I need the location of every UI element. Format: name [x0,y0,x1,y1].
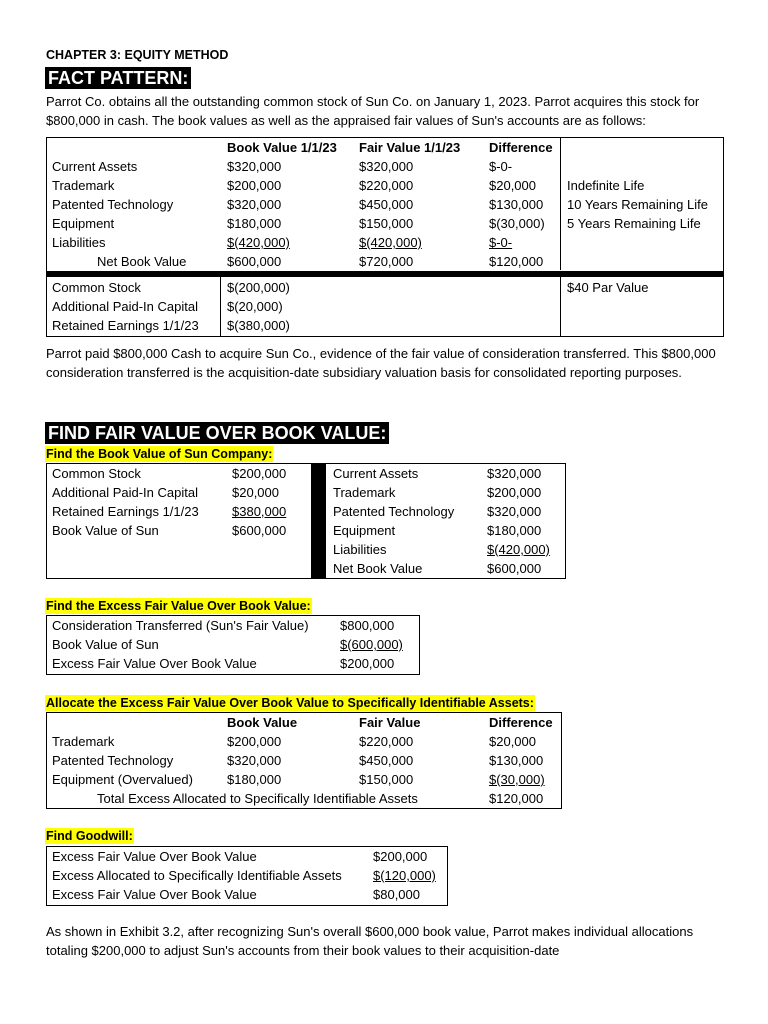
row-diff: $20,000 [489,178,536,193]
row-diff: $-0- [489,159,513,174]
excess-value: $(600,000) [340,637,403,652]
row-fair: $450,000 [359,197,414,212]
allocate-diff: $(30,000) [489,772,545,787]
bv-left-value: $380,000 [232,504,287,519]
row-note: 5 Years Remaining Life [567,216,701,231]
goodwill-label: Excess Fair Value Over Book Value [52,887,257,902]
allocate-header-book: Book Value [227,715,298,730]
bv-right-value: $320,000 [487,466,542,481]
goodwill-table [46,846,448,906]
bv-right-value: $180,000 [487,523,542,538]
row-label: Liabilities [52,235,106,250]
net-row-book: $600,000 [227,254,282,269]
bv-left-label: Book Value of Sun [52,523,159,538]
bv-right-label: Equipment [333,523,396,538]
book-value-table [46,463,566,579]
excess-value: $800,000 [340,618,395,633]
goodwill-label: Excess Allocated to Specifically Identifiable Assets [52,868,342,883]
goodwill-title: Find Goodwill: [46,829,133,843]
row-book: $320,000 [227,159,282,174]
row-label: Equipment [52,216,115,231]
row-book: $180,000 [227,216,282,231]
net-row-label: Net Book Value [97,254,187,269]
equity-value: $(20,000) [227,299,283,314]
equity-value: $(380,000) [227,318,290,333]
final-paragraph: As shown in Exhibit 3.2, after recognizing Sun's overall $600,000 book value, Parrot makes individual allocations totaling $200,000 to adjust Sun's accounts from their book values to their acquisition-date [46,924,694,958]
chapter-title: CHAPTER 3: EQUITY METHOD [46,48,229,62]
row-note: Indefinite Life [567,178,645,193]
goodwill-value: $(120,000) [373,868,436,883]
bv-left-value: $600,000 [232,523,287,538]
row-book: $200,000 [227,178,282,193]
net-row-diff: $120,000 [489,254,544,269]
allocate-header-fair: Fair Value [359,715,421,730]
row-fair: $150,000 [359,216,414,231]
bv-right-label: Patented Technology [333,504,455,519]
goodwill-label: Excess Fair Value Over Book Value [52,849,257,864]
net-row-fair: $720,000 [359,254,414,269]
allocate-book: $180,000 [227,772,282,787]
allocate-book: $200,000 [227,734,282,749]
bv-left-value: $20,000 [232,485,279,500]
table-divider [311,464,326,578]
allocate-header-diff: Difference [489,715,553,730]
row-diff: $130,000 [489,197,544,212]
allocate-fair: $450,000 [359,753,414,768]
allocate-label: Patented Technology [52,753,174,768]
allocate-fair: $150,000 [359,772,414,787]
bv-left-value: $200,000 [232,466,287,481]
allocate-diff: $20,000 [489,734,536,749]
row-label: Current Assets [52,159,138,174]
allocate-fair: $220,000 [359,734,414,749]
table-divider [47,271,723,277]
row-book: $320,000 [227,197,282,212]
allocate-label: Equipment (Overvalued) [52,772,193,787]
bv-right-label: Liabilities [333,542,387,557]
bv-right-label: Trademark [333,485,396,500]
row-book: $(420,000) [227,235,290,250]
bv-left-label: Additional Paid-In Capital [52,485,198,500]
excess-value: $200,000 [340,656,395,671]
bv-right-value: $(420,000) [487,542,550,557]
row-diff: $(30,000) [489,216,545,231]
bv-right-value: $320,000 [487,504,542,519]
equity-label: Common Stock [52,280,141,295]
closing-paragraph: Parrot paid $800,000 Cash to acquire Sun Co., evidence of the fair value of consideration transferred. This $800,000 consideration transferred is the acquisition-date subsidiary valuation basis for consolidated reporting purposes. [46,346,716,380]
excess-label: Excess Fair Value Over Book Value [52,656,257,671]
fact-pattern-table [46,137,724,337]
fv-section-heading: FIND FAIR VALUE OVER BOOK VALUE: [45,422,389,444]
bv-right-value: $200,000 [487,485,542,500]
goodwill-value: $80,000 [373,887,420,902]
row-fair: $220,000 [359,178,414,193]
bv-right-label: Net Book Value [333,561,423,576]
header-diff: Difference [489,140,553,155]
excess-label: Book Value of Sun [52,637,159,652]
header-book: Book Value 1/1/23 [227,140,337,155]
goodwill-value: $200,000 [373,849,428,864]
allocate-diff: $130,000 [489,753,544,768]
allocate-book: $320,000 [227,753,282,768]
bv-left-label: Retained Earnings 1/1/23 [52,504,199,519]
equity-label: Retained Earnings 1/1/23 [52,318,199,333]
excess-label: Consideration Transferred (Sun's Fair Value) [52,618,309,633]
allocate-total-label: Total Excess Allocated to Specifically Identifiable Assets [97,791,418,806]
excess-title: Find the Excess Fair Value Over Book Value: [46,599,311,613]
row-fair: $(420,000) [359,235,422,250]
allocate-label: Trademark [52,734,115,749]
row-diff: $-0- [489,235,513,250]
allocate-title: Allocate the Excess Fair Value Over Book Value to Specifically Identifiable Assets: [46,696,534,710]
row-fair: $320,000 [359,159,414,174]
header-fair: Fair Value 1/1/23 [359,140,461,155]
allocate-total-value: $120,000 [489,791,544,806]
row-label: Trademark [52,178,115,193]
bv-right-value: $600,000 [487,561,542,576]
equity-label: Additional Paid-In Capital [52,299,198,314]
row-label: Patented Technology [52,197,174,212]
equity-note: $40 Par Value [567,280,649,295]
allocate-table [46,712,562,809]
intro-paragraph: Parrot Co. obtains all the outstanding common stock of Sun Co. on January 1, 2023. Parrot acquires this stock for $800,000 in cash. The book values as well as the appraised fair values of Sun's accounts are as follows: [46,94,700,128]
book-value-title: Find the Book Value of Sun Company: [46,447,273,461]
excess-table [46,615,420,675]
equity-value: $(200,000) [227,280,290,295]
bv-left-label: Common Stock [52,466,141,481]
fact-pattern-heading: FACT PATTERN: [45,67,191,89]
row-note: 10 Years Remaining Life [567,197,708,212]
bv-right-label: Current Assets [333,466,419,481]
